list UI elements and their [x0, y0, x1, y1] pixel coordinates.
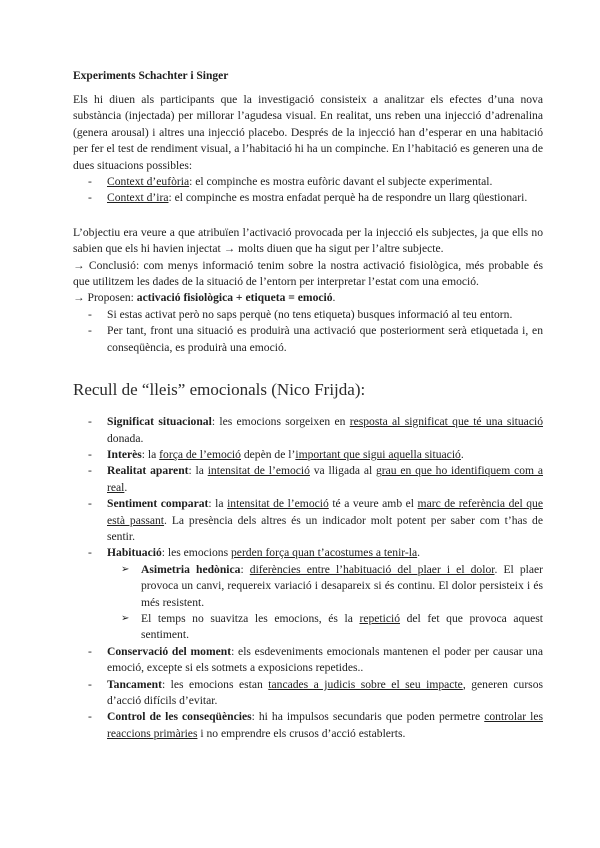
underlined-text: tancades a judicis sobre el seu impacte [268, 677, 463, 691]
text: donada. [107, 431, 144, 445]
document-page [73, 70, 543, 742]
text: . La presència dels altres és un indicador molt potent per saber com t’has de sentir. [107, 513, 544, 543]
text: depèn de l’ [240, 447, 296, 461]
term: Realitat aparent [107, 464, 189, 478]
list-item [73, 174, 543, 190]
text: del fet que provoca aquest sentiment. [141, 611, 543, 642]
underlined-text: repetició [359, 611, 401, 625]
underlined-text: perden força quan t’acostumes a tenir-la [231, 546, 418, 560]
law-item [73, 545, 543, 561]
text: : [240, 562, 250, 576]
proposal-suffix: . [332, 291, 336, 305]
proposal-prefix: → Proposen: [73, 291, 137, 305]
text: El temps no suavitza les emocions, és la [141, 611, 360, 625]
situations-list [73, 174, 543, 207]
text: . [460, 447, 464, 461]
text: . [417, 546, 421, 560]
text: . El plaer provoca un canvi, requereix variació i desapareix si és continu. El dolor persisteix i és més resistent. [141, 562, 543, 609]
spacer [73, 356, 543, 380]
proposal-formula: activació fisiològica + etiqueta = emoció [136, 291, 333, 305]
text: té a veure amb el [328, 497, 418, 511]
text: : la [188, 464, 208, 478]
law-item [73, 463, 543, 496]
objective-paragraph: L’objectiu era veure a que atribuïen l’activació provocada per la injecció els subjectes, ja que ells no sabien que els hi havien injectat → molts diuen que ha sigut per l’altre subjecte. [73, 225, 543, 256]
text: i no emprendre els crusos d’acció establerts. [197, 726, 406, 740]
term: Asimetria hedònica [141, 562, 241, 576]
law-item [73, 447, 543, 463]
laws-list [73, 414, 543, 562]
text: : les emocions estan [161, 677, 269, 691]
underlined-text: intensitat de l’emoció [207, 464, 310, 478]
habituation-sublist [73, 562, 543, 644]
list-item: - Si estas activat però no saps perquè (no tens etiqueta) busques informació al teu entorn. [73, 307, 543, 323]
text: : les emocions sorgeixen en [211, 415, 350, 429]
list-item: - Per tant, front una situació es produirà una activació que posteriorment serà etiquetada i, en conseqüència, es produirà una emoció. [73, 323, 543, 356]
underlined-text: grau en que ho identifiquem com a real [107, 464, 544, 494]
section-title-frijda-laws: Recull de “lleis” emocionals (Nico Frijda): [73, 380, 366, 400]
underlined-text: força de l’emoció [159, 447, 241, 461]
sub-item [73, 611, 543, 644]
term: Tancament [107, 677, 162, 691]
term: Context d’eufòria [107, 175, 190, 189]
underlined-text: diferències entre l’habituació del plaer i el dolor [249, 562, 495, 576]
text: : la [141, 447, 160, 461]
law-item [73, 709, 543, 742]
spacer [73, 207, 543, 225]
sub-item [73, 562, 543, 611]
proposal-paragraph [73, 290, 543, 306]
desc: : el compinche es mostra enfadat perquè ha de respondre un llarg qüestionari. [168, 191, 528, 205]
term: Habituació [107, 546, 162, 560]
intro-paragraph: Els hi diuen als participants que la investigació consisteix a analitzar els efectes d’una nova substància (injectada) per millorar l’agudesa visual. En realitat, uns reben una injecció d’adrenalina (genera arousal) i altres una injecció placebo. Després de la injecció han d’esperar en una habitació per fer el test de rendiment visual, a l’habitació hi ha un compinche. En l’habitació es generen una de dues situacions possibles: [73, 93, 543, 172]
laws-list-continued [73, 644, 543, 742]
term: Conservació del moment [107, 644, 232, 658]
text: . [124, 480, 128, 494]
text: : la [208, 497, 228, 511]
notes-list [73, 307, 543, 356]
law-item [73, 496, 543, 545]
underlined-text: important que sigui aquella situació [295, 447, 461, 461]
term: Interès [107, 447, 142, 461]
list-item [73, 190, 543, 206]
text: : els esdeveniments emocionals mantenen el poder per causar una emoció, excepte si els sotmets a exposicions repetides.. [107, 644, 543, 675]
desc: : el compinche es mostra eufòric davant el subjecte experimental. [189, 175, 493, 189]
law-item [73, 644, 543, 677]
term: Control de les conseqüències [107, 710, 252, 724]
conclusion-paragraph: → Conclusió: com menys informació tenim sobre la nostra activació fisiològica, més probable és que utilitzem les dades de la situació de l’entorn per interpretar l’estat com una emoció. [73, 258, 543, 289]
section-title-schachter-singer: Experiments Schachter i Singer [73, 70, 229, 82]
term: Context d’ira [107, 191, 169, 205]
underlined-text: controlar les reaccions primàries [107, 710, 544, 740]
text: va lligada al [309, 464, 376, 478]
text: : les emocions [161, 546, 231, 560]
term: Sentiment comparat [107, 497, 209, 511]
term: Significat situacional [107, 415, 212, 429]
underlined-text: marc de referència del que està passant [107, 497, 543, 527]
underlined-text: resposta al significat que té una situació [349, 415, 543, 429]
text: , generen cursos d’acció difícils d’evitar. [107, 677, 543, 707]
text: : hi ha impulsos secundaris que poden permetre [251, 710, 485, 724]
law-item [73, 414, 543, 447]
underlined-text: intensitat de l’emoció [227, 497, 329, 511]
law-item [73, 677, 543, 710]
